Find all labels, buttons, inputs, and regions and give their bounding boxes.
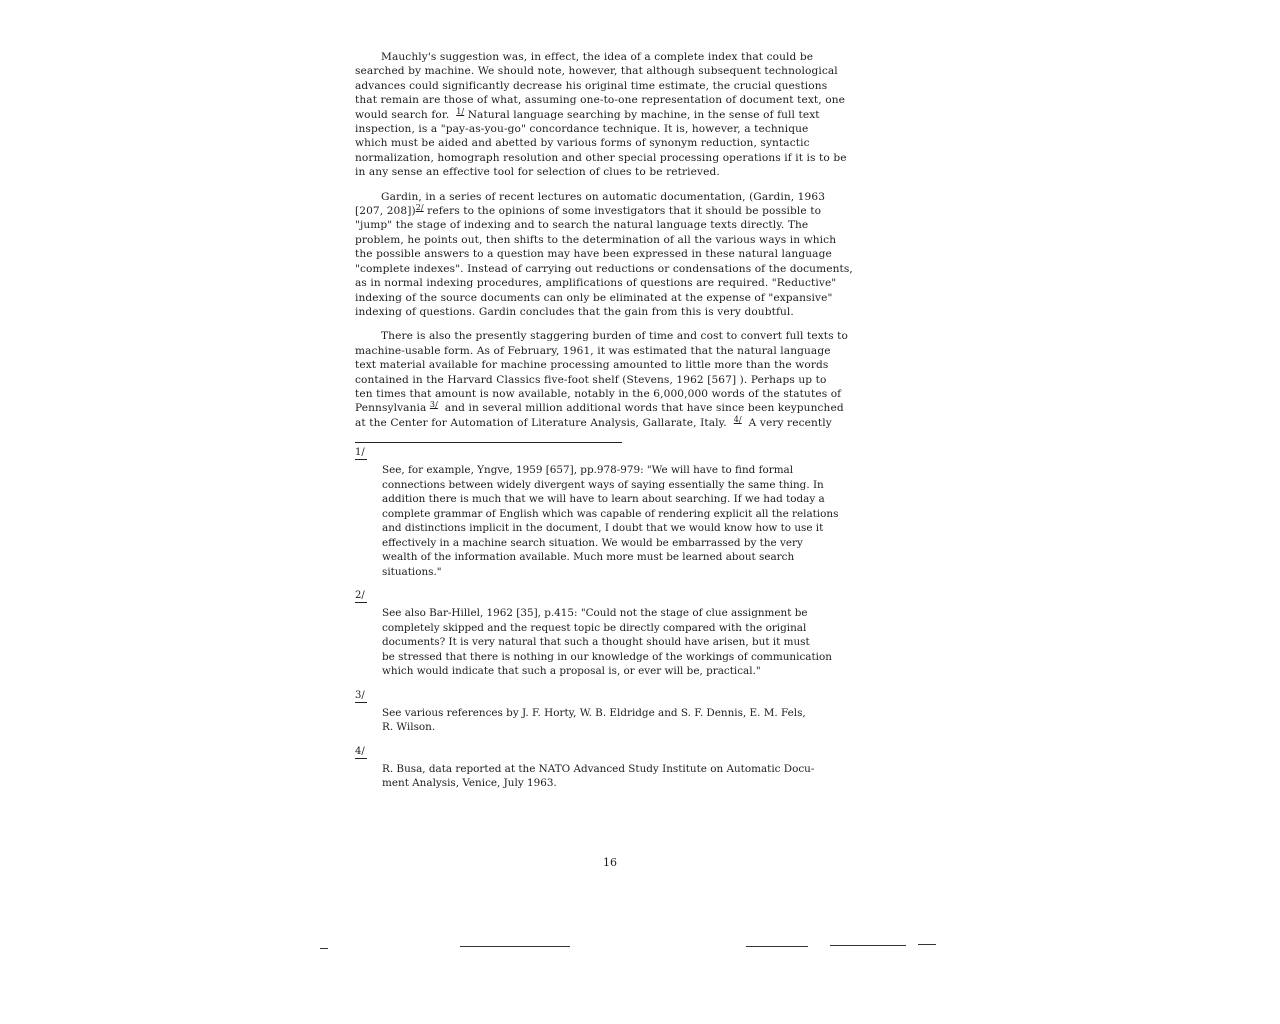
text-line: [355, 204, 875, 218]
footnote-marker: 3/: [355, 690, 367, 703]
footnote-reference-1: 1/: [456, 106, 465, 116]
scan-artifact-line: [460, 946, 570, 947]
text-line: Mauchly's suggestion was, in effect, the idea of a complete index that could be: [381, 51, 814, 63]
text-line: which must be aided and abetted by various forms of synonym reduction, syntactic: [355, 137, 810, 150]
text-line: documents? It is very natural that such a thought should have arisen, but it must: [382, 636, 810, 649]
footnote-body: [355, 762, 875, 791]
text-line: complete grammar of English which was capable of rendering explicit all the relations: [382, 507, 839, 520]
text-line: the possible answers to a question may have been expressed in these natural language: [355, 248, 832, 261]
body-paragraph-3: [355, 329, 875, 430]
scan-artifact-line: [746, 946, 808, 947]
text-line: There is also the presently staggering burden of time and cost to convert full texts to: [381, 330, 848, 343]
footnote-body: [355, 463, 875, 579]
text-line: [355, 416, 875, 430]
text-line: See, for example, Yngve, 1959 [657], pp.978-979: "We will have to find formal: [382, 464, 794, 477]
text-line: R. Wilson.: [382, 721, 436, 734]
text-line: addition there is much that we will have to learn about searching. If we had today a: [382, 493, 825, 506]
scan-artifact-line: [918, 944, 936, 945]
text-line: as in normal indexing procedures, amplifications of questions are required. "Reductive": [355, 277, 837, 290]
footnote-reference-2: 2/: [415, 203, 424, 213]
document-page: [355, 50, 875, 802]
text-fragment: A very recently: [748, 416, 832, 429]
body-paragraph-1: [355, 50, 875, 180]
text-fragment: refers to the opinions of some investigators that it should be possible to: [427, 205, 822, 218]
text-line: "jump" the stage of indexing and to search the natural language texts directly. The: [355, 219, 809, 232]
text-line: Gardin, in a series of recent lectures on automatic documentation, (Gardin, 1963: [381, 190, 826, 203]
text-line: normalization, homograph resolution and other special processing operations if it is to be: [355, 151, 847, 164]
text-line: effectively in a machine search situation. We would be embarrassed by the very: [382, 536, 803, 549]
text-fragment: Pennsylvania: [355, 402, 427, 415]
footnote-reference-3: 3/: [429, 400, 438, 410]
scan-artifact-line: [320, 948, 328, 949]
footnote-2: [355, 590, 875, 679]
text-line: [355, 108, 875, 122]
text-fragment: [207, 208]): [355, 205, 416, 218]
text-fragment: at the Center for Automation of Literature Analysis, Gallarate, Italy.: [355, 416, 727, 429]
footnote-marker: 4/: [355, 746, 367, 759]
footnote-reference-4: 4/: [733, 414, 742, 424]
text-fragment: would search for.: [355, 108, 450, 121]
footnote-body: [355, 606, 875, 679]
text-line: text material available for machine processing amounted to little more than the words: [355, 359, 829, 372]
text-line: ment Analysis, Venice, July 1963.: [382, 777, 557, 790]
page-number: 16: [603, 856, 617, 869]
text-line: that remain are those of what, assuming one-to-one representation of document text, one: [355, 94, 845, 107]
text-line: connections between widely divergent ways of saying essentially the same thing. In: [382, 478, 824, 491]
text-line: R. Busa, data reported at the NATO Advanced Study Institute on Automatic Docu-: [382, 762, 815, 775]
text-line: advances could significantly decrease his original time estimate, the crucial questions: [355, 79, 828, 92]
text-line: "complete indexes". Instead of carrying out reductions or condensations of the documents,: [355, 262, 853, 275]
text-fragment: and in several million additional words that have since been keypunched: [444, 402, 844, 415]
text-line: See also Bar-Hillel, 1962 [35], p.415: "Could not the stage of clue assignment be: [382, 607, 808, 620]
text-line: wealth of the information available. Much more must be learned about search: [382, 551, 795, 564]
text-line: problem, he points out, then shifts to the determination of all the various ways in which: [355, 233, 837, 246]
text-line: contained in the Harvard Classics five-foot shelf (Stevens, 1962 [567] ). Perhaps up to: [355, 373, 827, 386]
text-line: and distinctions implicit in the document, I doubt that we would know how to use it: [382, 522, 824, 535]
text-line: in any sense an effective tool for selection of clues to be retrieved.: [355, 166, 720, 179]
text-line: [355, 401, 875, 415]
text-line: situations.": [382, 565, 442, 578]
body-paragraph-2: [355, 190, 875, 320]
scan-artifact-line: [830, 945, 906, 946]
footnote-body: [355, 706, 875, 735]
text-line: indexing of the source documents can only be eliminated at the expense of "expansive": [355, 291, 833, 304]
text-line: See various references by J. F. Horty, W. B. Eldridge and S. F. Dennis, E. M. Fels,: [382, 706, 806, 719]
text-line: indexing of questions. Gardin concludes that the gain from this is very doubtful.: [355, 305, 794, 318]
footnote-marker: 2/: [355, 590, 367, 603]
text-fragment: Natural language searching by machine, in the sense of full text: [467, 108, 820, 121]
footnote-1: [355, 447, 875, 579]
footnote-separator: [355, 442, 622, 443]
text-line: machine-usable form. As of February, 1961, it was estimated that the natural language: [355, 344, 831, 357]
text-line: inspection, is a "pay-as-you-go" concordance technique. It is, however, a technique: [355, 123, 809, 136]
footnote-3: [355, 690, 875, 735]
text-line: completely skipped and the request topic be directly compared with the original: [382, 621, 807, 634]
footnote-marker: 1/: [355, 447, 367, 460]
text-line: searched by machine. We should note, however, that although subsequent technological: [355, 65, 838, 78]
text-line: ten times that amount is now available, notably in the 6,000,000 words of the statutes of: [355, 387, 842, 400]
text-line: which would indicate that such a proposal is, or ever will be, practical.": [382, 665, 761, 678]
footnote-4: [355, 746, 875, 791]
text-line: be stressed that there is nothing in our knowledge of the workings of communication: [382, 650, 832, 663]
